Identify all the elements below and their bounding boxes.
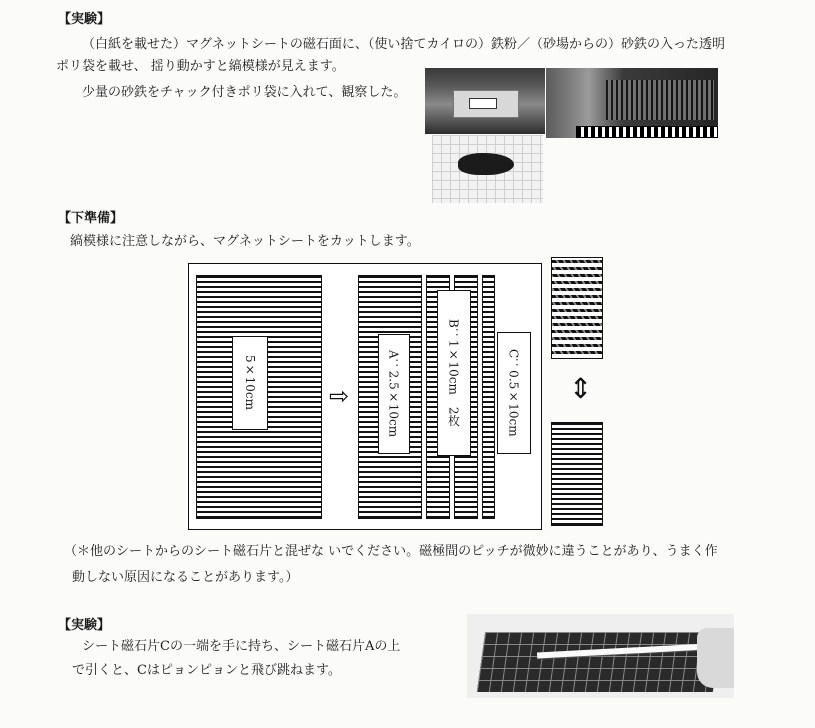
label-big-sheet bbox=[232, 336, 268, 430]
photo-stripe-pattern bbox=[546, 68, 718, 138]
photo-bag-on-magnet bbox=[425, 68, 545, 134]
paragraph-line: シート磁石片Cの一端を手に持ち、シート磁石片Aの上 bbox=[82, 639, 401, 654]
caution-note-line: （＊他のシートからのシート磁石片と混ぜな いでください。磁極間のピッチが微妙に違うことがあり、うまく作 bbox=[64, 544, 718, 559]
paragraph-line: （白紙を載せた）マグネットシートの磁石面に、（使い捨てカイロの）鉄粉／（砂場からの）砂鉄の入った透明 bbox=[82, 37, 725, 52]
label-piece-a bbox=[378, 334, 410, 454]
paragraph-line: 少量の砂鉄をチャック付きポリ袋に入れて、観察した。 bbox=[82, 85, 407, 100]
right-arrow-icon: ⇨ bbox=[329, 382, 350, 410]
section-heading-preparation: 【下準備】 bbox=[58, 211, 124, 226]
label-piece-b bbox=[437, 290, 471, 456]
section-heading-experiment-2: 【実験】 bbox=[58, 618, 111, 633]
photo-jumping-strip bbox=[467, 614, 734, 698]
label-piece-a-text: A：2.5×10cm bbox=[386, 350, 401, 438]
label-piece-b-text: B：1×10cm 2枚 bbox=[446, 319, 461, 427]
photo-iron-sand-pile bbox=[432, 135, 543, 203]
label-piece-c bbox=[497, 332, 531, 454]
section-heading-experiment-1: 【実験】 bbox=[58, 12, 111, 27]
label-big-sheet-text: 5×10cm bbox=[243, 355, 257, 411]
paragraph-line: ポリ袋を載せ、 揺り動かすと縞模様が見えます。 bbox=[56, 59, 345, 74]
strip-front-view bbox=[551, 422, 603, 526]
caution-note-line: 動しない原因になることがあります。） bbox=[72, 570, 299, 585]
paragraph-line: 縞模様に注意しながら、マグネットシートをカットします。 bbox=[70, 234, 420, 249]
piece-c bbox=[482, 275, 495, 519]
label-piece-c-text: C：0.5×10cm bbox=[506, 349, 521, 437]
paragraph-line: で引くと、Cはピョンピョンと飛び跳ねます。 bbox=[72, 663, 341, 678]
up-down-arrow-icon: ⇕ bbox=[569, 372, 593, 405]
cutting-diagram bbox=[188, 263, 542, 530]
stacked-strips-side-view bbox=[551, 257, 603, 359]
